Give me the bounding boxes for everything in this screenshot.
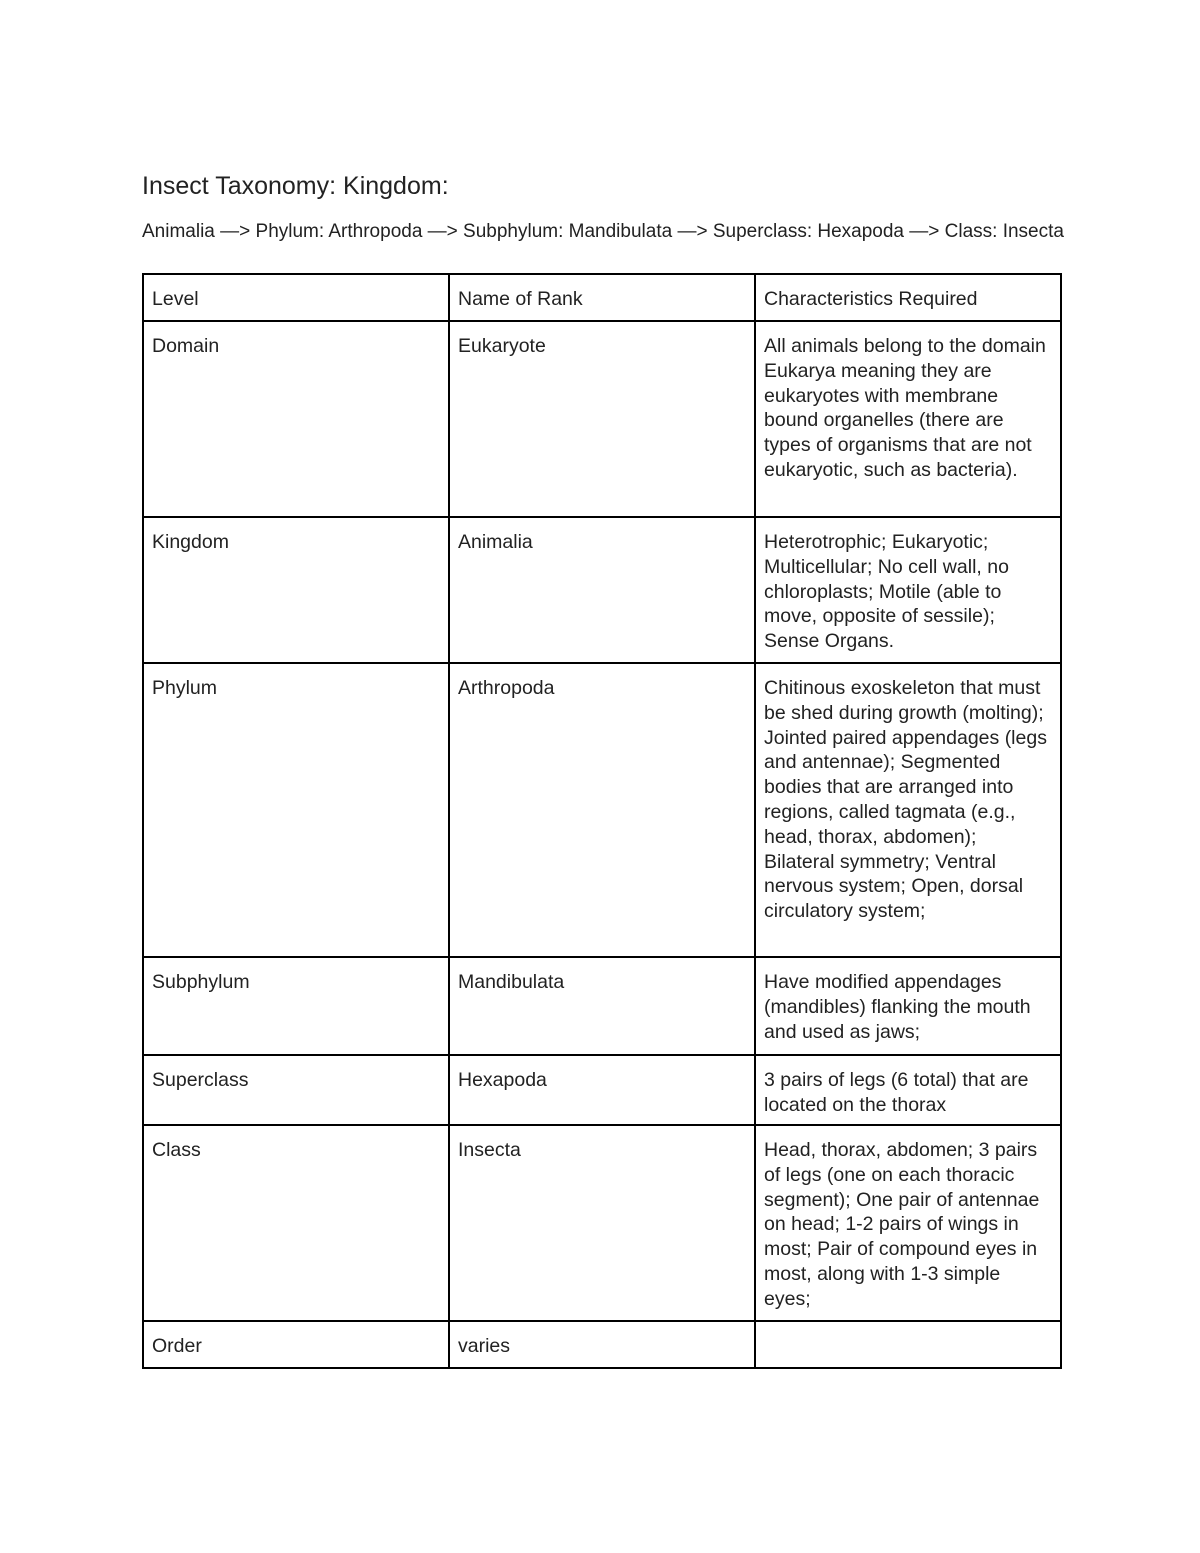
rank-name-cell: Hexapoda [449,1055,755,1125]
rank-name-cell: varies [449,1321,755,1368]
characteristics-cell [755,1321,1061,1368]
table-row [143,1055,1061,1125]
rank-name-cell: Animalia [449,517,755,663]
table-row [143,1125,1061,1321]
characteristics-cell: Chitinous exoskeleton that must be shed during growth (molting); Jointed paired appendages (legs and antennae); Segmented bodies that are arranged into regions, called tagmata (e.g., head, thorax, abdomen); Bilateral symmetry; Ventral nervous system; Open, dorsal circulatory system; [755,663,1061,957]
rank-name-cell: Insecta [449,1125,755,1321]
characteristics-cell: Heterotrophic; Eukaryotic; Multicellular; No cell wall, no chloroplasts; Motile (able to move, opposite of sessile); Sense Organs. [755,517,1061,663]
table-row [143,663,1061,957]
level-cell: Domain [143,321,449,517]
level-cell: Superclass [143,1055,449,1125]
header-cell: Characteristics Required [755,274,1061,321]
table-header-row [143,274,1061,321]
taxonomy-chain: Animalia —> Phylum: Arthropoda —> Subphylum: Mandibulata —> Superclass: Hexapoda —> Class: Insecta [142,221,1064,242]
characteristics-cell: Have modified appendages (mandibles) flanking the mouth and used as jaws; [755,957,1061,1055]
characteristics-cell: Head, thorax, abdomen; 3 pairs of legs (one on each thoracic segment); One pair of antennae on head; 1-2 pairs of wings in most; Pair of compound eyes in most, along with 1-3 simple eyes; [755,1125,1061,1321]
page-title: Insect Taxonomy: Kingdom: [142,172,449,200]
table-row [143,321,1061,517]
level-cell: Class [143,1125,449,1321]
table-row [143,1321,1061,1368]
table-row [143,517,1061,663]
table-row [143,957,1061,1055]
taxonomy-table [142,273,1062,1369]
characteristics-cell: All animals belong to the domain Eukarya meaning they are eukaryotes with membrane bound organelles (there are types of organisms that are not eukaryotic, such as bacteria). [755,321,1061,517]
header-cell: Level [143,274,449,321]
level-cell: Subphylum [143,957,449,1055]
rank-name-cell: Mandibulata [449,957,755,1055]
characteristics-cell: 3 pairs of legs (6 total) that are located on the thorax [755,1055,1061,1125]
level-cell: Order [143,1321,449,1368]
level-cell: Kingdom [143,517,449,663]
rank-name-cell: Eukaryote [449,321,755,517]
header-cell: Name of Rank [449,274,755,321]
level-cell: Phylum [143,663,449,957]
rank-name-cell: Arthropoda [449,663,755,957]
